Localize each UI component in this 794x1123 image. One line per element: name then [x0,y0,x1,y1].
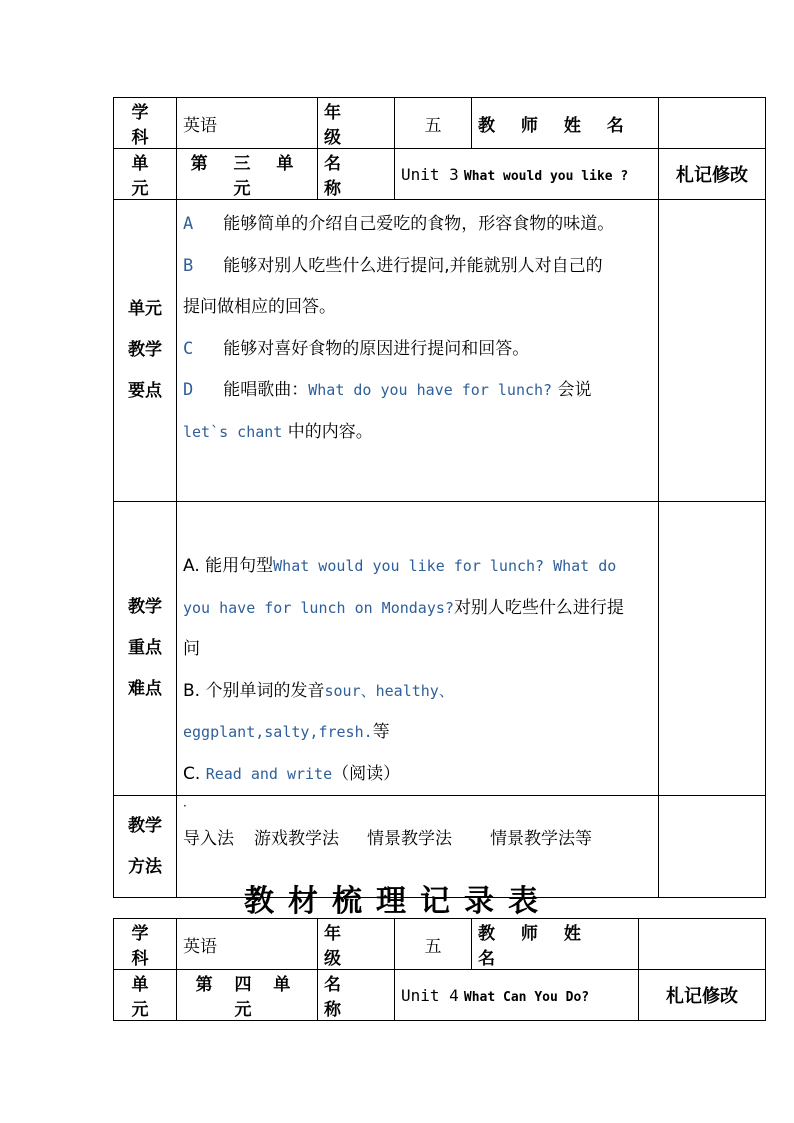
unit-name [395,970,639,1021]
keypoint-a [183,546,652,588]
methods-list [183,824,652,849]
keypoint-b [183,671,652,713]
method-item: 情景教学法等 [490,829,592,849]
unit-number: Unit 3 [401,164,459,184]
song-title: What do you have for lunch? [308,381,553,399]
grade-label: 年 级 [318,919,395,970]
notes-label: 札记修改 [639,970,766,1021]
goal-text: 中的内容。 [282,421,373,442]
method-item: 游戏教学法 [254,829,339,849]
unit-number: Unit 4 [401,985,459,1005]
teacher-value [659,98,766,149]
goals-notes-cell [659,200,766,502]
goal-text: 提问做相应的回答。 [183,297,336,317]
page-title: 教材梳理记录表 [244,884,552,919]
goal-text: 能够对别人吃些什么进行提问,并能就别人对自己的 [223,255,603,276]
keypoints-label-line: 重点 [128,638,162,658]
keypoint-text: 问 [183,639,200,659]
unit-title: What would you like ? [463,168,629,184]
subject-label: 学 科 [114,919,177,970]
keypoints-notes-cell [659,502,766,796]
keypoint-prefix: B. 个别单词的发音 [183,680,325,701]
keypoints-label-line: 难点 [128,679,162,699]
goals-content [177,200,659,502]
teacher-label: 教 师 姓 名 [472,919,639,970]
goal-text: 能唱歌曲： [223,380,309,400]
keypoint-text: 等 [372,722,390,742]
goal-item [183,246,652,288]
goal-letter: B [183,255,194,276]
notes-label: 札记修改 [659,149,766,200]
keypoint-prefix: C. [183,763,206,784]
keypoint-a-cont [183,588,652,630]
unit-label: 单 元 [114,149,177,200]
subject-label: 学 科 [114,98,177,149]
keypoints-label [114,502,177,796]
teacher-label: 教 师 姓 名 [472,98,659,149]
goals-label-line: 要点 [128,381,162,401]
name-label: 名 称 [318,149,395,200]
keypoint-a-end [183,629,652,671]
bullet-mark: · [183,799,187,813]
goals-label-line: 单元 [128,299,162,319]
keypoint-b-cont [183,712,652,754]
method-item: 情景教学法 [367,829,452,849]
vocab-words: sour、healthy、 [324,681,454,700]
grade-label: 年 级 [318,98,395,149]
goal-letter: C [183,338,194,359]
sentence-pattern: What would you like for lunch? What do [273,557,617,575]
keypoints-label-line: 教学 [128,597,162,617]
method-item: 导入法 [183,829,234,849]
goal-letter: D [183,380,194,400]
name-label: 名 称 [318,970,395,1021]
goal-item [183,204,652,246]
grade-value: 五 [395,919,472,970]
unit-label: 单 元 [114,970,177,1021]
goals-label-line: 教学 [128,340,162,360]
sentence-pattern: you have for lunch on Mondays? [183,598,454,617]
goal-text: 会说 [552,380,592,400]
goal-item [183,287,652,329]
vocab-words: eggplant,salty,fresh. [183,723,373,741]
lesson-table-unit4 [113,918,766,1021]
keypoint-text: （阅读） [332,763,401,784]
subject-value: 英语 [177,919,318,970]
goals-label [114,200,177,502]
keypoint-c [183,754,652,796]
goal-item [183,329,652,371]
unit-value: 第 四 单 元 [177,970,318,1021]
goal-text: 能够对喜好食物的原因进行提问和回答。 [223,338,530,359]
keypoints-content [177,502,659,796]
unit-value: 第 三 单 元 [177,149,318,200]
subject-value: 英语 [177,98,318,149]
keypoint-prefix: A. 能用句型 [183,556,274,576]
reading-task: Read and write [205,764,333,783]
goal-letter: A [183,214,194,234]
goal-text: 能够简单的介绍自己爱吃的食物，形容食物的味道。 [223,214,615,234]
methods-label-line: 方法 [128,856,162,877]
goal-item [183,412,652,454]
grade-value: 五 [395,98,472,149]
methods-label-line: 教学 [128,815,162,836]
goal-item [183,370,652,412]
keypoint-text: 对别人吃些什么进行提 [453,597,624,618]
unit-title: What Can You Do? [463,989,590,1005]
unit-name [395,149,659,200]
teacher-value [639,919,766,970]
chant-title: let`s chant [183,422,283,441]
lesson-table-unit3 [113,97,766,898]
